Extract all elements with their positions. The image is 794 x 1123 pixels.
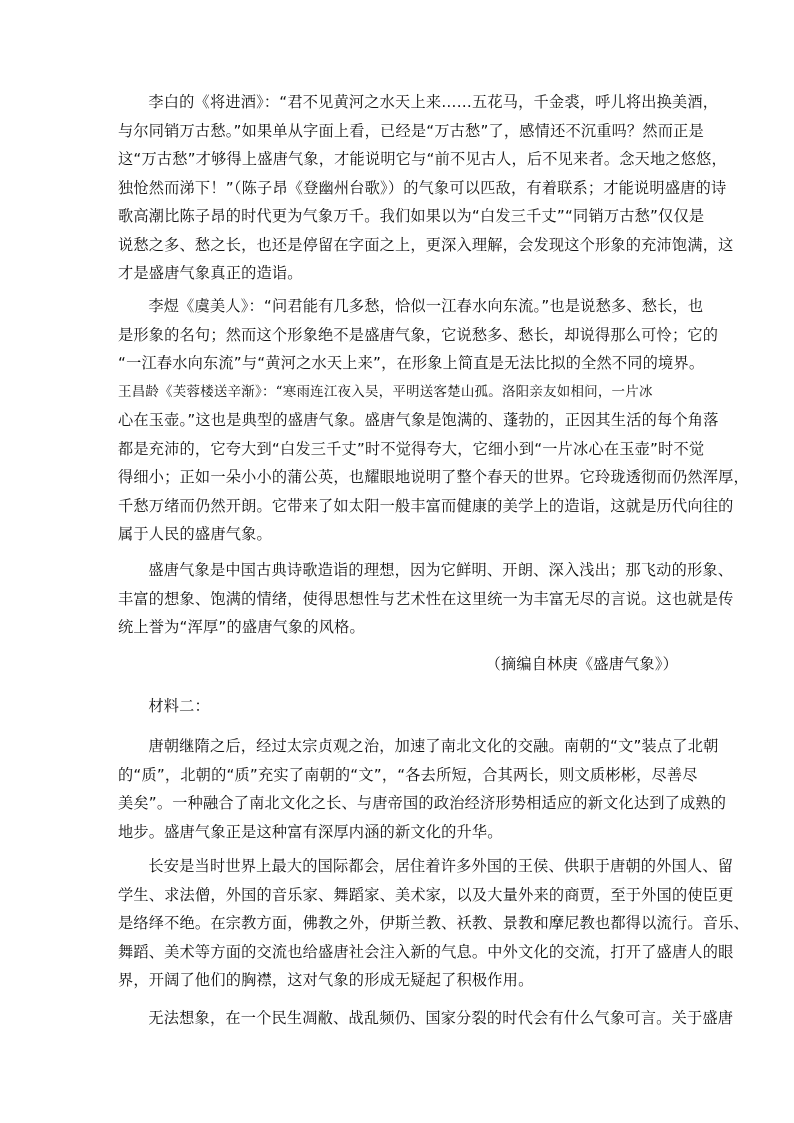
paragraph-line: 与尔同销万古愁。”如果单从字面上看，已经是“万古愁”了，感情还不沉重吗？然而正是	[118, 121, 704, 140]
paragraph-5	[118, 852, 749, 995]
paragraph-line: 歌高潮比陈子昂的时代更为气象万千。我们如果以为“白发三千丈”“同销万古愁”仅仅是	[118, 207, 705, 225]
paragraph-2	[118, 292, 749, 549]
paragraph-line: 地步。盛唐气象正是这种富有深厚内涵的新文化的升华。	[118, 822, 503, 841]
paragraph-line: 说愁之多、愁之长，也还是停留在字面之上，更深入理解，会发现这个形象的充沛饱满，这	[118, 235, 734, 254]
paragraph-line: 界，开阔了他们的胸襟，这对气象的形成无疑起了积极作用。	[118, 971, 534, 989]
paragraph-line: 唐朝继隋之后，经过太宗贞观之治，加速了南北文化的交融。南朝的“文”装点了北朝	[148, 737, 719, 755]
paragraph-line: 是形象的名句；然而这个形象绝不是盛唐气象，它说愁多、愁长，却说得那么可怜；它的	[118, 325, 719, 344]
material-2-label: 材料二：	[148, 697, 210, 715]
paragraph-line: 舞蹈、美术等方面的交流也给盛唐社会注入新的气息。中外文化的交流，打开了盛唐人的眼	[118, 942, 734, 961]
paragraph-line: 盛唐气象是中国古典诗歌造诣的理想，因为它鲜明、开朗、深入浅出；那飞动的形象、	[148, 561, 734, 579]
paragraph-line: 千愁万绪而仍然开朗。它带来了如太阳一般丰富而健康的美学上的造诣，这就是历代向往的	[118, 496, 734, 515]
paragraph-line: 独怆然而涕下！”（陈子昂《登幽州台歌》）的气象可以匹敌，有着联系；才能说明盛唐的诗	[118, 178, 727, 197]
paragraph-line: “一江春水向东流”与“黄河之水天上来”，在形象上简直是无法比拟的全然不同的境界。	[118, 354, 705, 372]
paragraph-line: 是络绎不绝。在宗教方面，佛教之外，伊斯兰教、袄教、景教和摩尼教也都得以流行。音乐、	[118, 914, 749, 932]
paragraph-line: 得细小；正如一朵小小的蒲公英，也耀眼地说明了整个春天的世界。它玲珑透彻而仍然浑厚，	[118, 468, 749, 486]
paragraph-1	[118, 88, 734, 288]
paragraph-line: 无法想象，在一个民生凋敝、战乱频仍、国家分裂的时代会有什么气象可言。关于盛唐	[148, 1009, 734, 1027]
paragraph-line: 长安是当时世界上最大的国际都会，居住着许多外国的王侯、供职于唐朝的外国人、留	[148, 857, 734, 875]
paragraph-line: 学生、求法僧，外国的音乐家、舞蹈家、美术家，以及大量外来的商贾，至于外国的使臣更	[118, 885, 734, 904]
paragraph-line: 美矣”。一种融合了南北文化之长、与唐帝国的政治经济形势相适应的新文化达到了成熟的	[118, 794, 727, 812]
paragraph-line: 心在玉壶。”这也是典型的盛唐气象。盛唐气象是饱满的、蓬勃的，正因其生活的每个角落	[118, 411, 719, 429]
paragraph-line: 丰富的想象、饱满的情绪，使得思想性与艺术性在这里统一为丰富无尽的言说。这也就是传	[118, 589, 734, 608]
paragraph-4	[118, 732, 727, 846]
paragraph-line: 才是盛唐气象真正的造诣。	[118, 264, 303, 282]
paragraph-line: 属于人民的盛唐气象。	[118, 525, 272, 543]
paragraph-line: 王昌龄《芙蓉楼送辛渐》：“寒雨连江夜入吴，平明送客楚山孤。洛阳亲友如相问，一片冰	[118, 383, 653, 400]
paragraph-6	[118, 1004, 734, 1033]
paragraph-line: 都是充沛的，它夸大到“白发三千丈”时不觉得夸大，它细小到“一片冰心在玉壶”时不觉	[118, 439, 705, 458]
paragraph-line: 统上誉为“浑厚”的盛唐气象的风格。	[118, 618, 365, 636]
paragraph-line: 李煜《虞美人》：“问君能有几多愁，恰似一江春水向东流。”也是说愁多、愁长，也	[148, 297, 704, 315]
paragraph-3	[118, 556, 734, 642]
paragraph-line: 李白的《将进酒》：“君不见黄河之水天上来……五花马，千金裘，呼儿将出换美酒，	[148, 93, 719, 111]
source-citation: （摘编自林庚《盛唐气象》）	[485, 655, 678, 673]
paragraph-line: 的“质”，北朝的“质”充实了南朝的“文”，“各去所短，合其两长，则文质彬彬，尽善尽	[118, 765, 698, 784]
paragraph-line: 这“万古愁”才够得上盛唐气象，才能说明它与“前不见古人，后不见来者。念天地之悠悠，	[118, 150, 727, 168]
